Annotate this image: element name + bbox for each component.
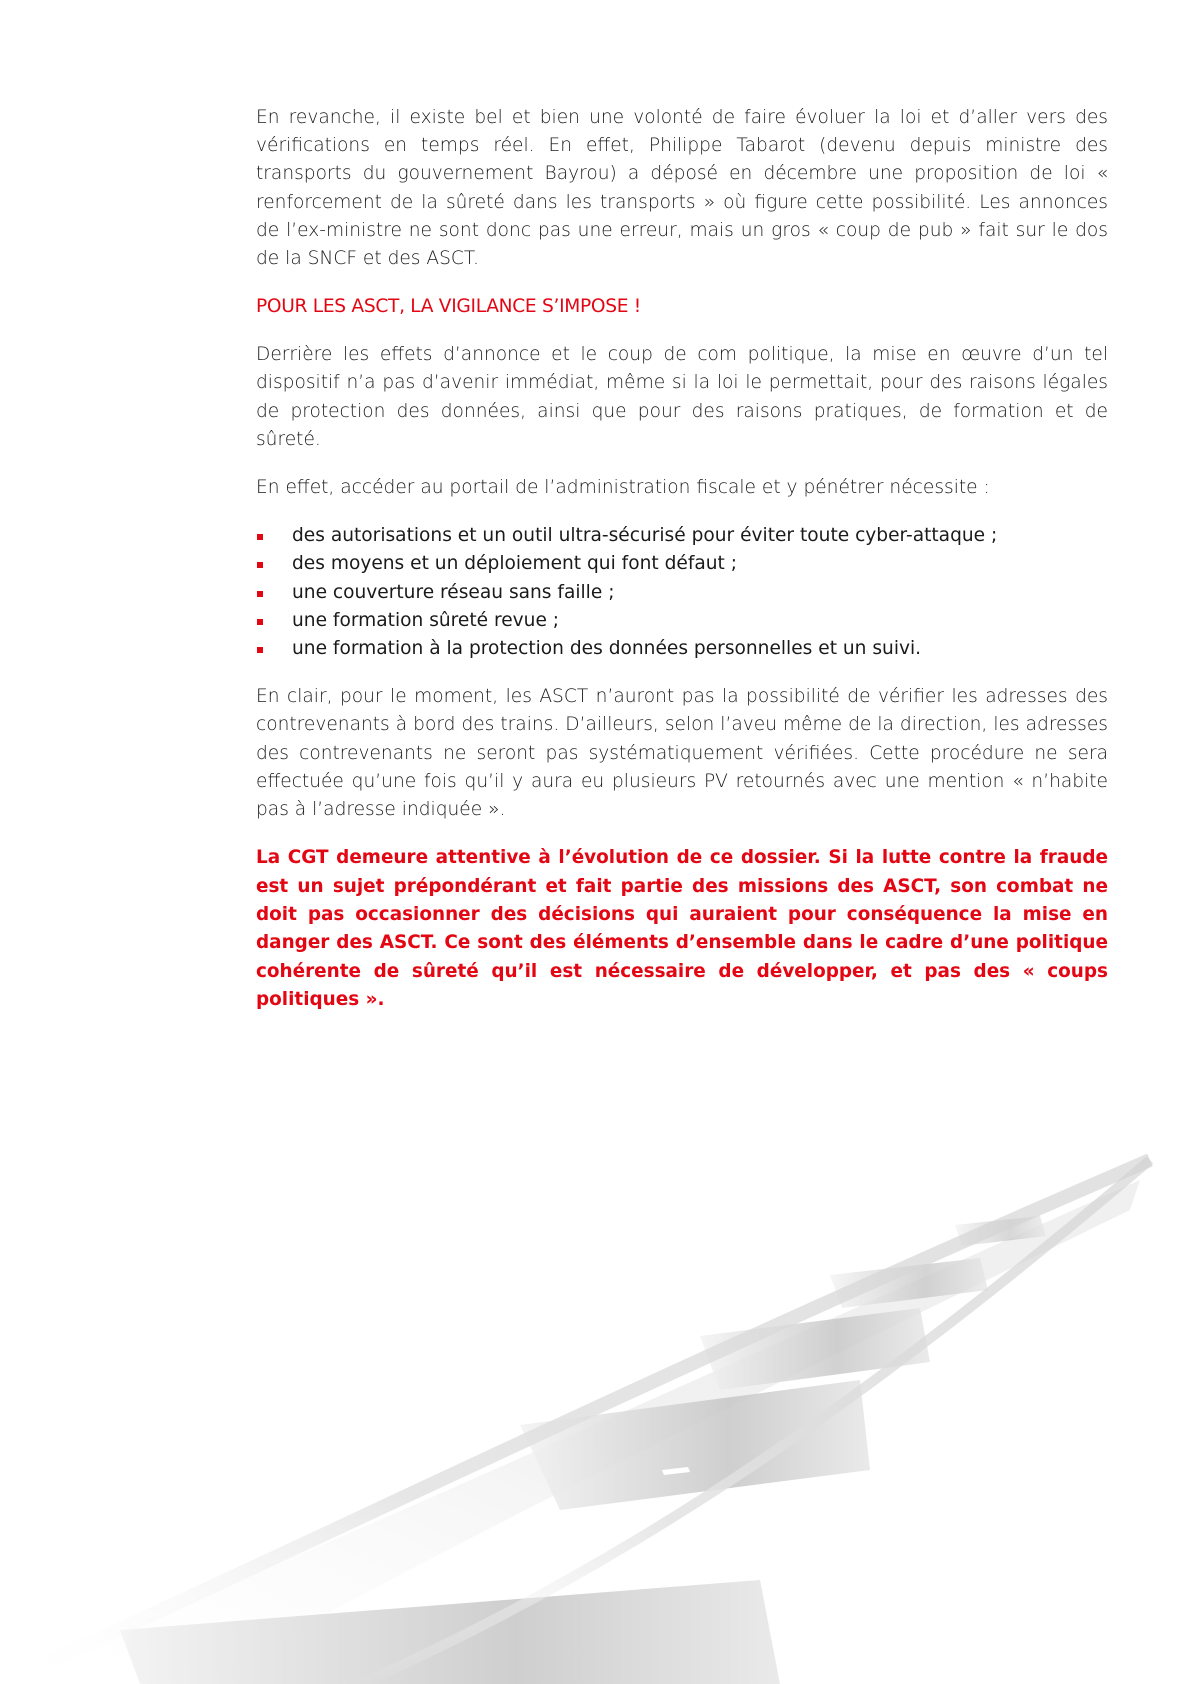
paragraph-conclusion: En clair, pour le moment, les ASCT n’auront pas la possibilité de vérifier les adresses des contrevenants à bord des trains. D’ailleurs, selon l’aveu même de la direction, les adresses des contrevenants ne seront pas systématiquement vérifiées. Cette procédure ne sera effectuée qu’une fois qu’il y aura eu plusieurs PV retournés avec une mention « n’habite pas à l’adresse indiquée ». bbox=[256, 686, 1108, 821]
square-bullet-icon bbox=[257, 562, 263, 568]
rail-dash bbox=[780, 1500, 812, 1510]
list-item-text: une couverture réseau sans faille ; bbox=[292, 581, 615, 603]
square-bullet-icon bbox=[257, 534, 263, 540]
list-item-text: des moyens et un déploiement qui font défaut ; bbox=[292, 553, 738, 575]
square-bullet-icon bbox=[257, 647, 263, 653]
list-item-text: des autorisations et un outil ultra-sécurisé pour éviter toute cyber-attaque ; bbox=[292, 525, 998, 547]
paragraph-context: Derrière les effets d’annonce et le coup de com politique, la mise en œuvre d’un tel dispositif n’a pas d’avenir immédiat, même si la loi le permettait, pour des raisons légales de protection des données, ainsi que pour des raisons pratiques, de formation et de sûreté. bbox=[256, 344, 1108, 450]
list-item-text: une formation sûreté revue ; bbox=[292, 609, 560, 631]
list-item bbox=[256, 522, 1108, 550]
paragraph-intro: En revanche, il existe bel et bien une volonté de faire évoluer la loi et d’aller vers des vérifications en temps réel. En effet, Philippe Tabarot (devenu depuis ministre des transports du gouvernement Bayrou) a déposé en décembre une proposition de loi « renforcement de la sûreté dans les transports » où figure cette possibilité. Les annonces de l’ex-ministre ne sont donc pas une erreur, mais un gros « coup de pub » fait sur le dos de la SNCF et des ASCT. bbox=[256, 107, 1108, 270]
railway-track-illustration bbox=[0, 1140, 1191, 1684]
closing-statement: La CGT demeure attentive à l’évolution de ce dossier. Si la lutte contre la fraude est un sujet prépondérant et fait partie des missions des ASCT, son combat ne doit pas occasionner des décisions qui auraient pour conséquence la mise en danger des ASCT. Ce sont des éléments d’ensemble dans le cadre d’une politique cohérente de sûreté qu’il est nécessaire de développer, et pas des « coups politiques ». bbox=[256, 847, 1108, 1011]
list-item-text: une formation à la protection des données personnelles et un suivi. bbox=[292, 638, 922, 660]
section-heading: POUR LES ASCT, LA VIGILANCE S’IMPOSE ! bbox=[256, 296, 641, 318]
list-item bbox=[256, 635, 1108, 663]
list-item bbox=[256, 607, 1108, 635]
requirements-list bbox=[256, 522, 1108, 663]
square-bullet-icon bbox=[257, 591, 263, 597]
list-item bbox=[256, 550, 1108, 578]
list-item bbox=[256, 579, 1108, 607]
paragraph-requirements-lead: En effet, accéder au portail de l’administration fiscale et y pénétrer nécessite : bbox=[256, 477, 990, 499]
square-bullet-icon bbox=[257, 619, 263, 625]
document-body bbox=[256, 104, 1108, 1015]
